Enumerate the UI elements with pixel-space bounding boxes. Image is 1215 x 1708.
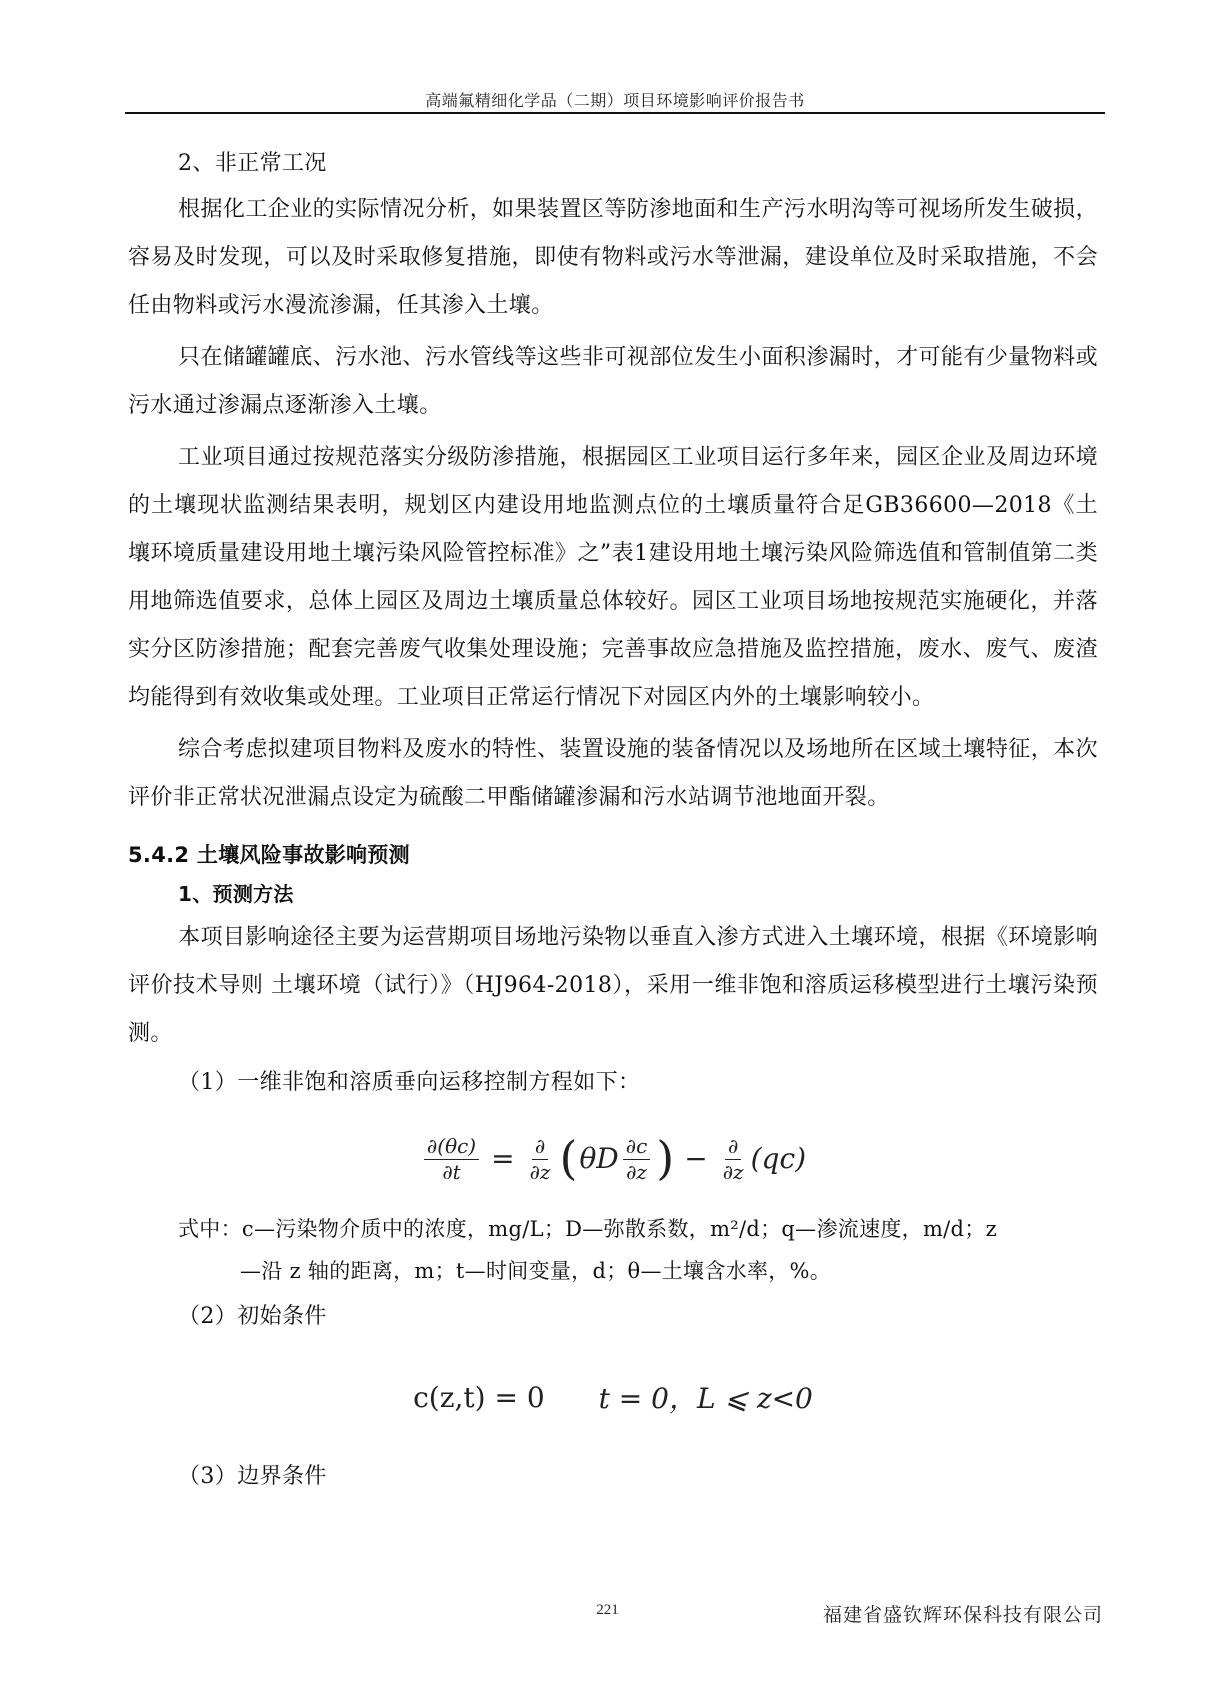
sub-heading-prediction-method: 1、预测方法	[178, 882, 294, 906]
derivative-1	[527, 1133, 554, 1184]
derivative-2	[623, 1133, 651, 1184]
section-heading-5-4-2: 5.4.2 土壤风险事故影响预测	[128, 843, 410, 867]
lhs-fraction	[424, 1133, 479, 1184]
explain-line-2: —沿 z 轴的距离，m；t—时间变量，d；θ—土壤含水率，%。	[240, 1259, 832, 1283]
footer-company: 福建省盛钦辉环保科技有限公司	[822, 1604, 1103, 1626]
derivative-3	[720, 1133, 747, 1184]
paragraph-1: 根据化工企业的实际情况分析，如果装置区等防渗地面和生产污水明沟等可视场所发生破损，容易及时发现，可以及时采取修复措施，即使有物料或污水等泄漏，建设单位及时采取措施，不会任由物料或污水漫流渗漏，任其渗入土壤。	[128, 197, 1098, 318]
page-content	[128, 142, 1098, 1502]
init-left: c(z,t) = 0	[413, 1380, 545, 1414]
qc-term: (qc)	[750, 1141, 807, 1175]
d2-numerator: ∂c	[623, 1133, 651, 1160]
paragraph-3: 工业项目通过按规范落实分级防渗措施，根据园区工业项目运行多年来，园区企业及周边环境的土壤现状监测结果表明，规划区内建设用地监测点位的土壤质量符合足GB36600—2018《土壤环境质量建设用地土壤污染风险管控标准》之”表1建设用地土壤污染风险筛选值和管制值第二类用地筛选值要求，总体上园区及周边土壤质量总体较好。园区工业项目场地按规范实施硬化，并落实分区防渗措施；配套完善废气收集处理设施；完善事故应急措施及监控措施，废水、废气、废渣均能得到有效收集或处理。工业项目正常运行情况下对园区内外的土壤影响较小。	[128, 445, 1098, 710]
page-number: 221	[596, 1602, 619, 1618]
paragraph-intro: 本项目影响途径主要为运营期项目场地污染物以垂直入渗方式进入土壤环境，根据《环境影响评价技术导则 土壤环境（试行）》（HJ964-2018），采用一维非饱和溶质运移模型进行土壤污染预测。	[128, 925, 1098, 1046]
paragraph-4: 综合考虑拟建项目物料及废水的特性、装置设施的装备情况以及场地所在区域土壤特征，本次评价非正常状况泄漏点设定为硫酸二甲酯储罐渗漏和污水站调节池地面开裂。	[128, 737, 1098, 810]
item-1-governing-equation: （1）一维非饱和溶质垂向运移控制方程如下：	[178, 1070, 641, 1095]
header-rule	[125, 112, 1105, 114]
explain-line-1: 式中：c—污染物介质中的浓度，mg/L；D—弥散系数，m²/d；q—渗流速度，m/d；z	[178, 1217, 997, 1241]
lhs-numerator: ∂(θc)	[424, 1133, 479, 1160]
init-right: t = 0，L ⩽ z<0	[598, 1382, 813, 1415]
d3-denominator: ∂z	[722, 1159, 744, 1184]
page-header-title: 高端氟精细化学品（二期）项目环境影响评价报告书	[425, 91, 805, 110]
minus-sign: −	[684, 1141, 708, 1175]
item-3-boundary-condition: （3）边界条件	[178, 1464, 327, 1489]
section-title-abnormal: 2、非正常工况	[178, 151, 327, 176]
open-paren: (	[559, 1131, 578, 1185]
lhs-denominator: ∂t	[442, 1159, 461, 1184]
theta-d-term: θD	[579, 1141, 619, 1175]
equals-sign: =	[491, 1141, 515, 1175]
variable-explanation	[128, 1208, 1098, 1292]
paragraph-2: 只在储罐罐底、污水池、污水管线等这些非可视部位发生小面积渗漏时，才可能有少量物料或污水通过渗漏点逐渐渗入土壤。	[128, 345, 1098, 418]
governing-equation	[128, 1108, 1098, 1208]
d3-numerator: ∂	[725, 1133, 741, 1160]
d1-denominator: ∂z	[529, 1159, 551, 1184]
d1-numerator: ∂	[532, 1133, 548, 1160]
initial-condition-formula	[128, 1342, 1098, 1452]
item-2-initial-condition: （2）初始条件	[178, 1304, 327, 1329]
close-paren: )	[656, 1131, 675, 1185]
d2-denominator: ∂z	[626, 1159, 647, 1184]
